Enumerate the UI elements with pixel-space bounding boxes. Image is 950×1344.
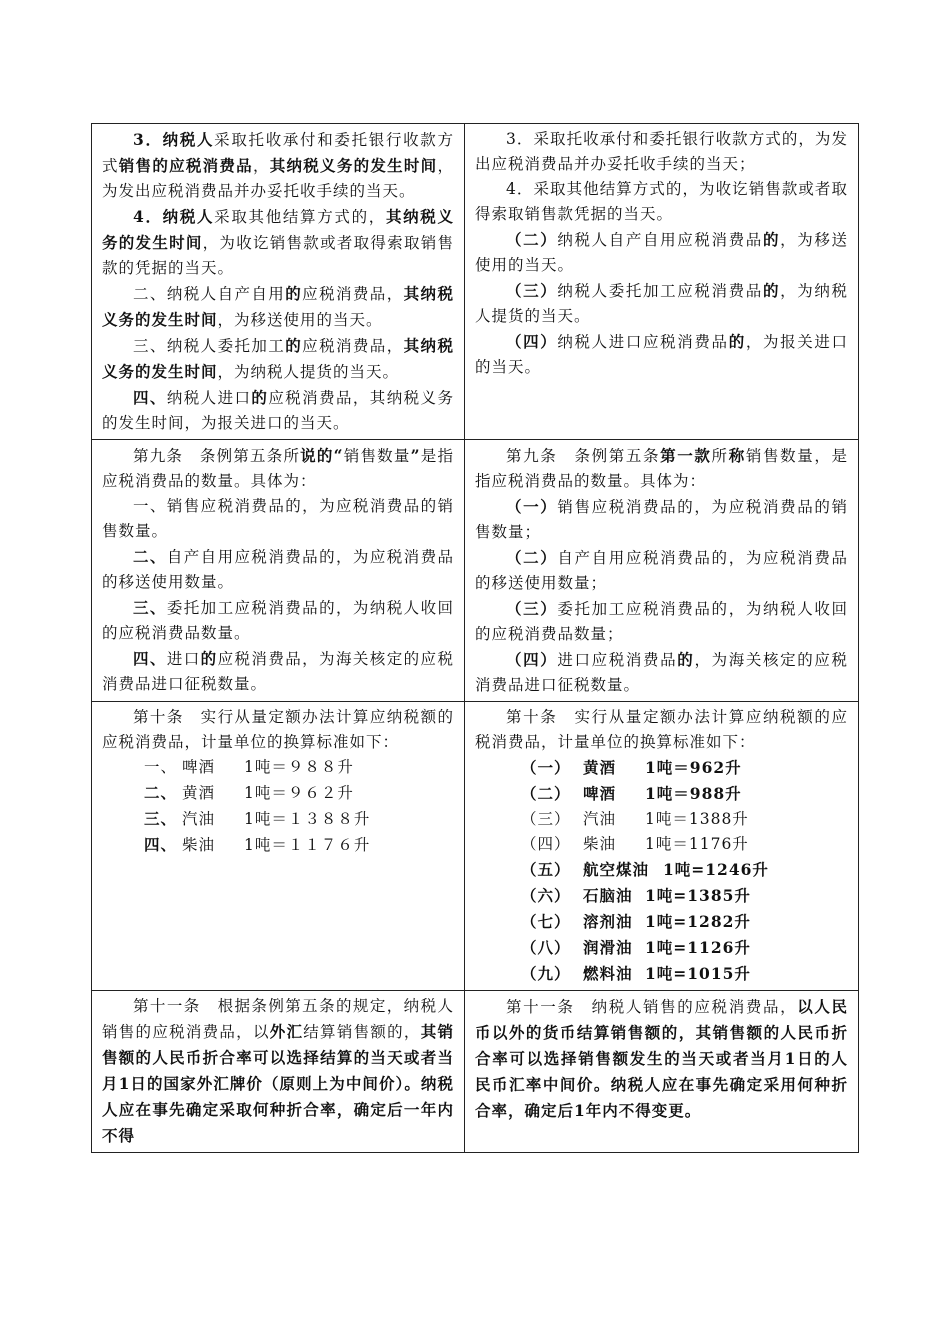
conversion-product: 汽油 <box>583 810 617 828</box>
comparison-table <box>91 123 859 1153</box>
bold-text: （三） <box>506 599 558 618</box>
article-intro: 第十条 实行从量定额办法计算应纳税额的应税消费品，计量单位的换算标准如下： <box>102 708 454 751</box>
bold-text: 其纳税义务的发生时间 <box>102 207 454 252</box>
paragraph <box>475 994 848 1124</box>
text-segment: ，为移送使用的当天。 <box>217 311 383 329</box>
bold-text: 的 <box>728 332 746 351</box>
text-segment: 委托加工应税消费品的，为纳税人收回的应税消费品数量； <box>475 600 848 643</box>
bold-text: 其纳税义务的发生时间 <box>102 336 454 381</box>
bold-text: 的 <box>762 281 781 300</box>
conversion-item <box>475 883 848 909</box>
paragraph <box>475 329 848 380</box>
conversion-number: （八） <box>521 938 571 957</box>
text-segment: 4．采取其他结算方式的，为收讫销售款或者取得索取销售款凭据的当天。 <box>475 180 848 223</box>
conversion-item <box>475 755 848 781</box>
bold-text: 四、 <box>133 388 167 407</box>
bold-text: 其纳税义务的发生时间 <box>102 284 454 329</box>
paragraph <box>102 204 454 281</box>
text-segment: 第九条 条例第五条 <box>506 447 661 465</box>
paragraph <box>102 595 454 646</box>
old-text-cell <box>92 702 465 991</box>
conversion-product: 石脑油 <box>583 886 633 905</box>
bold-text: ” <box>410 446 421 465</box>
article-intro: 第十条 实行从量定额办法计算应纳税额的应税消费品，计量单位的换算标准如下： <box>475 708 848 751</box>
text-segment: ，为海关核定的应税消费品进口征税数量。 <box>475 651 848 694</box>
conversion-product: 啤酒 <box>182 758 216 776</box>
paragraph <box>102 544 454 595</box>
table-row-2 <box>92 440 859 702</box>
bold-text: 其销售额的人民币折合率可以选择结算的当天或者当月1日的国家外汇牌价（原则上为中间价）。纳税人应在事先确定采取何种折合率，确定后一年内不得 <box>102 1022 454 1145</box>
text-segment: 纳税人进口应税消费品 <box>557 333 729 351</box>
text-segment: 第九条 条例第五条所 <box>133 447 301 465</box>
bold-text: 四、 <box>133 649 167 668</box>
paragraph <box>475 278 848 329</box>
text-segment: ，为发出应税消费品并办妥托收手续的当天。 <box>102 157 454 200</box>
text-segment: 委托加工应税消费品的，为纳税人收回的应税消费品数量。 <box>102 599 454 642</box>
conversion-number: 二、 <box>144 783 178 802</box>
conversion-product: 柴油 <box>583 835 617 853</box>
conversion-product: 燃料油 <box>583 964 633 983</box>
text-segment: 一、销售应税消费品的，为应税消费品的销售数量。 <box>102 497 454 540</box>
new-text-cell <box>465 440 859 702</box>
text-segment: ， <box>252 157 270 175</box>
conversion-number: （二） <box>521 784 571 803</box>
conversion-product: 溶剂油 <box>583 912 633 931</box>
new-text-cell <box>465 702 859 991</box>
conversion-value: 1吨＝９６２升 <box>244 784 354 802</box>
conversion-value: 1吨=1015升 <box>645 964 751 983</box>
text-segment: 是指应税消费品的数量。具体为： <box>102 447 454 490</box>
text-segment: ，为移送使用的当天。 <box>475 231 848 274</box>
text-segment: 销售数量，是指应税消费品的数量。具体为： <box>475 447 848 490</box>
table-row-4 <box>92 991 859 1153</box>
conversion-item <box>475 781 848 807</box>
conversion-item <box>102 806 454 832</box>
text-segment: 应税消费品， <box>302 285 404 303</box>
paragraph <box>475 494 848 545</box>
bold-text: 其纳税义务的发生时间 <box>269 156 438 175</box>
conversion-product: 汽油 <box>182 810 216 828</box>
paragraph <box>102 385 454 436</box>
text-segment: 纳税人委托加工应税消费品 <box>557 282 763 300</box>
conversion-value: 1吨＝988升 <box>645 784 742 803</box>
text-segment: 第十一条 根据条例第五条的规定，纳税人销售的应税消费品，以 <box>102 997 454 1041</box>
conversion-item <box>102 780 454 806</box>
conversion-item <box>102 832 454 858</box>
paragraph <box>475 545 848 596</box>
paragraph <box>102 333 454 385</box>
text-segment: 所 <box>711 447 729 465</box>
old-text-cell <box>92 124 465 440</box>
bold-text: 的 <box>285 336 303 355</box>
text-segment: 进口 <box>166 650 201 668</box>
bold-text: 的 <box>251 388 269 407</box>
old-text-cell <box>92 991 465 1153</box>
table-row-3 <box>92 702 859 991</box>
paragraph <box>475 127 848 177</box>
text-segment: 纳税人进口 <box>166 389 252 407</box>
conversion-item <box>475 935 848 961</box>
bold-text: 二、 <box>133 547 167 566</box>
paragraph <box>475 227 848 278</box>
conversion-list <box>475 755 848 987</box>
text-segment: ，为报关进口的当天。 <box>475 333 848 376</box>
bold-text: 销售的应税消费品 <box>118 156 253 175</box>
conversion-value: 1吨=1246升 <box>663 860 769 879</box>
text-segment: 第十一条 纳税人销售的应税消费品， <box>506 998 798 1016</box>
conversion-product: 柴油 <box>182 836 216 854</box>
bold-text: 第一款 <box>660 446 712 465</box>
paragraph <box>102 281 454 333</box>
table-row-1 <box>92 124 859 440</box>
new-text-cell <box>465 124 859 440</box>
bold-text: 的 <box>677 650 695 669</box>
bold-text: 三、 <box>133 598 167 617</box>
text-segment: 三、纳税人委托加工 <box>133 337 286 355</box>
text-segment: 应税消费品，其纳税义务的发生时间，为报关进口的当天。 <box>102 389 454 432</box>
conversion-item <box>475 807 848 832</box>
conversion-number: （一） <box>521 758 571 777</box>
bold-text: 4．纳税人 <box>133 207 215 226</box>
conversion-product: 啤酒 <box>583 784 617 803</box>
bold-text: （四） <box>506 332 558 351</box>
conversion-value: 1吨＝1176升 <box>645 835 749 853</box>
paragraph <box>475 596 848 647</box>
conversion-number: （九） <box>521 964 571 983</box>
conversion-number: （三） <box>521 810 571 828</box>
paragraph <box>102 443 454 494</box>
bold-text: 的 <box>285 284 303 303</box>
bold-text: （三） <box>506 281 558 300</box>
conversion-number: （七） <box>521 912 571 931</box>
bold-text: 称 <box>728 446 746 465</box>
paragraph <box>102 646 454 697</box>
bold-text: 说的“ <box>300 446 344 465</box>
paragraph <box>475 647 848 698</box>
text-segment: ，为收讫销售款或者取得索取销售款的凭据的当天。 <box>102 234 454 277</box>
conversion-product: 黄酒 <box>583 758 617 777</box>
new-text-cell <box>465 991 859 1153</box>
bold-text: 以人民币以外的货币结算销售额的，其销售额的人民币折合率可以选择销售额发生的当天或者当月1日的人民币汇率中间价。纳税人应在事先确定采用何种折合率，确定后1年内不得变更。 <box>475 997 848 1120</box>
conversion-value: 1吨=1126升 <box>645 938 751 957</box>
conversion-number: 一、 <box>144 758 178 776</box>
conversion-number: 三、 <box>144 809 178 828</box>
text-segment: ，为纳税人提货的当天。 <box>475 282 848 325</box>
bold-text: 外汇 <box>269 1022 304 1041</box>
conversion-value: 1吨=1385升 <box>645 886 751 905</box>
paragraph <box>475 443 848 494</box>
text-segment: 结算销售额的， <box>303 1023 421 1041</box>
paragraph <box>475 177 848 227</box>
paragraph <box>102 494 454 544</box>
conversion-item <box>475 961 848 987</box>
text-segment: 销售应税消费品的，为应税消费品的销售数量； <box>475 498 848 541</box>
bold-text: 的 <box>762 230 781 249</box>
text-segment: 采取托收承付和委托银行收款方式 <box>102 131 454 175</box>
bold-text: （二） <box>506 230 558 249</box>
conversion-product: 黄酒 <box>182 784 216 802</box>
bold-text: 的 <box>200 649 218 668</box>
conversion-item <box>475 909 848 935</box>
text-segment: 应税消费品，为海关核定的应税消费品进口征税数量。 <box>102 650 454 693</box>
text-segment: 进口应税消费品 <box>557 651 678 669</box>
conversion-value: 1吨＝１３８８升 <box>244 810 371 828</box>
text-segment: 3．采取托收承付和委托银行收款方式的，为发出应税消费品并办妥托收手续的当天； <box>475 130 848 173</box>
conversion-number: （五） <box>521 860 571 879</box>
old-text-cell <box>92 440 465 702</box>
bold-text: （二） <box>506 548 558 567</box>
text-segment: 自产自用应税消费品的，为应税消费品的移送使用数量； <box>475 549 848 592</box>
conversion-value: 1吨=1282升 <box>645 912 751 931</box>
bold-text: （四） <box>506 650 558 669</box>
paragraph <box>102 994 454 1149</box>
conversion-value: 1吨＝１１７６升 <box>244 836 371 854</box>
conversion-value: 1吨＝962升 <box>645 758 742 777</box>
conversion-product: 润滑油 <box>583 938 633 957</box>
conversion-product: 航空煤油 <box>583 860 650 879</box>
text-segment: 销售数量 <box>343 447 411 465</box>
conversion-number: （六） <box>521 886 571 905</box>
text-segment: 采取其他结算方式的， <box>214 208 386 226</box>
conversion-value: 1吨＝９８８升 <box>244 758 354 776</box>
conversion-list <box>102 755 454 858</box>
text-segment: 应税消费品， <box>302 337 404 355</box>
conversion-value: 1吨＝1388升 <box>645 810 749 828</box>
conversion-number: （四） <box>521 835 571 853</box>
conversion-item <box>475 832 848 857</box>
text-segment: 二、纳税人自产自用 <box>133 285 286 303</box>
text-segment: 纳税人自产自用应税消费品 <box>557 231 763 249</box>
bold-text: （一） <box>506 497 558 516</box>
paragraph <box>102 127 454 204</box>
conversion-item <box>475 857 848 883</box>
text-segment: 自产自用应税消费品的，为应税消费品的移送使用数量。 <box>102 548 454 591</box>
conversion-item <box>102 755 454 780</box>
text-segment: ，为纳税人提货的当天。 <box>217 363 400 381</box>
bold-text: 3．纳税人 <box>133 130 215 149</box>
conversion-number: 四、 <box>144 835 178 854</box>
